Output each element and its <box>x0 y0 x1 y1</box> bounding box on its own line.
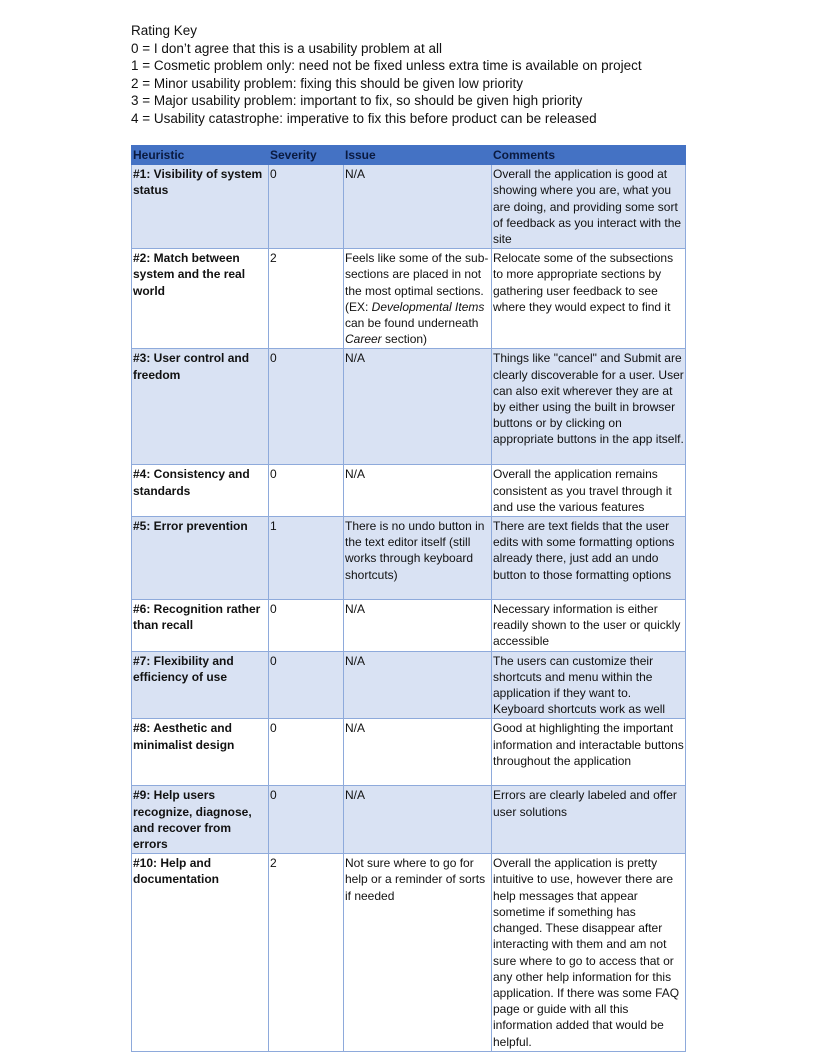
table-row <box>132 854 686 1051</box>
rating-key-item: 2 = Minor usability problem: fixing this should be given low priority <box>131 75 524 91</box>
cell-comments: Things like "cancel" and Submit are clearly discoverable for a user. User can also exit wherever they are at by either using the built in browser buttons or by clicking on appropriate buttons in the app itself. <box>492 349 686 465</box>
table-row <box>132 651 686 719</box>
table-row <box>132 719 686 786</box>
cell-severity: 0 <box>269 786 344 854</box>
cell-issue <box>344 651 492 719</box>
table-row <box>132 517 686 600</box>
cell-severity: 0 <box>269 651 344 719</box>
cell-heuristic: #6: Recognition rather than recall <box>132 600 269 652</box>
cell-text: N/A <box>345 721 366 736</box>
table-header-row <box>132 146 686 165</box>
cell-comments: Overall the application remains consistent as you travel through it and use the various features <box>492 465 686 517</box>
cell-comments: Good at highlighting the important information and interactable buttons throughout the application <box>492 719 686 786</box>
cell-comments: Errors are clearly labeled and offer user solutions <box>492 786 686 854</box>
cell-text: N/A <box>345 653 366 668</box>
rating-key-item: 0 = I don’t agree that this is a usability problem at all <box>131 40 443 56</box>
cell-heuristic: #7: Flexibility and efficiency of use <box>132 651 269 719</box>
cell-issue <box>344 854 492 1051</box>
table-row <box>132 786 686 854</box>
rating-key <box>131 22 642 128</box>
cell-heuristic: #5: Error prevention <box>132 517 269 600</box>
table-row <box>132 600 686 652</box>
header-comments: Comments <box>492 146 686 165</box>
cell-heuristic: #1: Visibility of system status <box>132 165 269 249</box>
rating-key-item: 4 = Usability catastrophe: imperative to fix this before product can be released <box>131 110 597 126</box>
cell-severity: 0 <box>269 719 344 786</box>
cell-issue <box>344 165 492 249</box>
cell-text: N/A <box>345 351 366 366</box>
cell-heuristic: #3: User control and freedom <box>132 349 269 465</box>
cell-issue <box>344 600 492 652</box>
cell-text: section) <box>381 332 428 347</box>
cell-text: N/A <box>345 167 366 182</box>
cell-text: N/A <box>345 467 366 482</box>
cell-text: Not sure where to go for help or a reminder of sorts if needed <box>345 856 486 903</box>
header-issue: Issue <box>344 146 492 165</box>
header-severity: Severity <box>269 146 344 165</box>
cell-severity: 0 <box>269 349 344 465</box>
cell-comments: There are text fields that the user edits with some formatting options already there, just add an undo button to those formatting options <box>492 517 686 600</box>
cell-text: N/A <box>345 788 366 803</box>
cell-text: There is no undo button in the text editor itself (still works through keyboard shortcuts) <box>345 519 485 582</box>
table-row <box>132 249 686 349</box>
cell-text: Feels like some of the sub-sections are placed in not the most optimal sections. (EX: <box>345 251 489 314</box>
table-row <box>132 165 686 249</box>
cell-issue <box>344 349 492 465</box>
header-heuristic: Heuristic <box>132 146 269 165</box>
cell-severity: 0 <box>269 465 344 517</box>
cell-comments: Relocate some of the subsections to more appropriate sections by gathering user feedback to see where they would expect to find it <box>492 249 686 349</box>
cell-issue <box>344 517 492 600</box>
cell-comments: Overall the application is pretty intuitive to use, however there are help messages that appear sometime if something has changed. These disappear after interacting with them and am not sure where to go to access that or any other help information for this application. If there was some FAQ page or guide with all this information added that would be helpful. <box>492 854 686 1051</box>
rating-key-item: 3 = Major usability problem: important to fix, so should be given high priority <box>131 93 583 109</box>
cell-text-italic: Career <box>345 332 382 347</box>
cell-heuristic: #2: Match between system and the real world <box>132 249 269 349</box>
cell-issue <box>344 249 492 349</box>
cell-severity: 0 <box>269 165 344 249</box>
cell-severity: 0 <box>269 600 344 652</box>
cell-heuristic: #9: Help users recognize, diagnose, and recover from errors <box>132 786 269 854</box>
table-row <box>132 349 686 465</box>
cell-heuristic: #10: Help and documentation <box>132 854 269 1051</box>
heuristic-evaluation-table <box>131 145 686 1052</box>
cell-heuristic: #4: Consistency and standards <box>132 465 269 517</box>
rating-key-item: 1 = Cosmetic problem only: need not be fixed unless extra time is available on project <box>131 58 642 74</box>
cell-text: can be found underneath <box>345 316 479 331</box>
cell-comments: The users can customize their shortcuts and menu within the application if they want to. Keyboard shortcuts work as well <box>492 651 686 719</box>
cell-text: N/A <box>345 602 366 617</box>
cell-severity: 1 <box>269 517 344 600</box>
cell-comments: Necessary information is either readily shown to the user or quickly accessible <box>492 600 686 652</box>
cell-severity: 2 <box>269 249 344 349</box>
cell-severity: 2 <box>269 854 344 1051</box>
cell-issue <box>344 786 492 854</box>
cell-issue <box>344 465 492 517</box>
rating-key-title: Rating Key <box>131 23 198 38</box>
cell-issue <box>344 719 492 786</box>
cell-heuristic: #8: Aesthetic and minimalist design <box>132 719 269 786</box>
cell-text-italic: Developmental Items <box>371 299 485 314</box>
cell-comments: Overall the application is good at showing where you are, what you are doing, and providing some sort of feedback as you interact with the site <box>492 165 686 249</box>
table-row <box>132 465 686 517</box>
